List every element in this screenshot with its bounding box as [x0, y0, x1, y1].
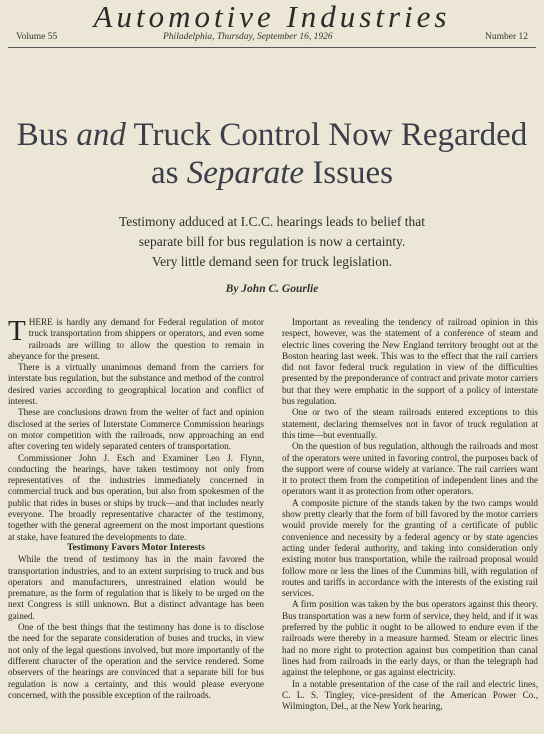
headline-text: Bus	[16, 117, 77, 153]
headline-italic-separate: Separate	[186, 155, 305, 191]
left-column	[8, 317, 264, 701]
drop-cap: T	[8, 315, 26, 347]
paragraph: While the trend of testimony has in the main favored the transportation industries, and to an extent surprising to truck and bus operators and manufacturers, unrestrained elation would be premature, as the form of regulation that is likely to be urged on the next Congress is still unknown. But a distinct advantage has been gained.	[8, 554, 264, 621]
headline-text: Issues	[304, 155, 393, 191]
paragraph: One or two of the steam railroads entered exceptions to this statement, declaring themselves not in favor of truck regulation at this time—but eventually.	[282, 407, 538, 440]
masthead-rule	[8, 47, 536, 48]
headline-text: as	[151, 155, 187, 191]
masthead	[0, 0, 544, 50]
byline: By John C. Gourlie	[225, 283, 319, 295]
paragraph-text: HERE is hardly any demand for Federal regulation of motor truck transportation from shippers or operators, and even some railroads are willing to allow the question to remain in abeyance for the present.	[8, 317, 264, 361]
headline-line-2	[0, 154, 544, 192]
volume-label: Volume 55	[16, 32, 58, 42]
paragraph: There is a virtually unanimous demand from the carriers for interstate bus regulation, but the substance and method of the control desired varies according to geographical location and conflict of interest.	[8, 362, 264, 407]
paragraph: These are conclusions drawn from the welter of fact and opinion disclosed at the series of Interstate Commerce Commission hearings on motor competition with the railroads, now approaching an end after covering ten widely separated centers of transportation.	[8, 407, 264, 452]
deck-line: separate bill for bus regulation is now a certainty.	[138, 234, 406, 249]
paragraph: A composite picture of the stands taken by the two camps would show pretty clearly that the form of bill favored by the motor carriers would provide merely for the granting of a certificate of public convenience and necessity by a federal agency or by state agencies acting under federal authority, and taking into consideration only existing motor bus transportation, while the railroad proposal would follow more or less the lines of the Cummins bill, with regulation of routes and tariffs in accordance with the interests of the existing rail services.	[282, 497, 538, 599]
headline-text: Truck Control Now Regarded	[125, 117, 528, 153]
issue-number: Number 12	[484, 32, 528, 42]
paragraph: On the question of bus regulation, although the railroads and most of the operators were united in favoring control, the purposes back of the support were of course widely at variance. The rail carriers want it to protect them from the competition of independent lines and the operators want it as protection from other operators.	[282, 441, 538, 497]
paragraph: Important as revealing the tendency of railroad opinion in this respect, however, was the statement of a conference of steam and electric lines covering the New England territory brought out at the Boston hearing last week. This was to the effect that the rail carriers did not favor federal truck regulation in view of the difficulties presented by the preponderance of contract and private motor carriers but that they were emphatic in the support of a policy of interstate bus regulation.	[282, 317, 538, 407]
publication-title: Automotive Industries	[93, 0, 451, 34]
article-headline	[0, 116, 544, 192]
headline-line-1	[0, 116, 544, 154]
section-subhead: Testimony Favors Motor Interests	[67, 542, 205, 553]
paragraph: Commissioner John J. Esch and Examiner Leo J. Flynn, conducting the hearings, have taken testimony not only from representatives of the industries immediately concerned in commercial truck and bus operation, but also from spokesmen of the public that rides in buses or ships by truck—and that includes nearly everyone. The broadly representative character of the testimony, together with the general agreement on the most important questions at stake, have featured the developments to date.	[8, 452, 264, 542]
dateline: Philadelphia, Thursday, September 16, 1926	[163, 32, 333, 42]
paragraph	[8, 317, 264, 362]
deck-line: Testimony adduced at I.C.C. hearings leads to belief that	[118, 214, 426, 229]
right-column	[282, 317, 538, 712]
headline-italic-and: and	[76, 117, 126, 153]
article-deck	[40, 212, 504, 272]
paragraph: In a notable presentation of the case of the rail and electric lines, C. L. S. Tingley, vice-president of the American Power Co., Wilmington, Del., at the New York hearing,	[282, 678, 538, 712]
deck-line: Very little demand seen for truck legislation.	[151, 254, 393, 269]
paragraph: A firm position was taken by the bus operators against this theory. Bus transportation was a new form of service, they held, and if it was preferred by the public it ought to be allowed to endure even if the railroads were thereby in a measure harmed. Steam or electric lines had no more right to protection against bus competition than canal lines had from railroads in the early days, or than the telegraph had against the telephone, or gas against electricity.	[282, 599, 538, 678]
paragraph: One of the best things that the testimony has done is to disclose the need for the separate consideration of buses and trucks, in view not only of the legal questions involved, but more importantly of the different character of the operation and the service rendered. Some observers of the hearings are convinced that a separate bill for bus regulation is now a certainty, and this would please everyone concerned, with the possible exception of the railroads.	[8, 622, 264, 700]
